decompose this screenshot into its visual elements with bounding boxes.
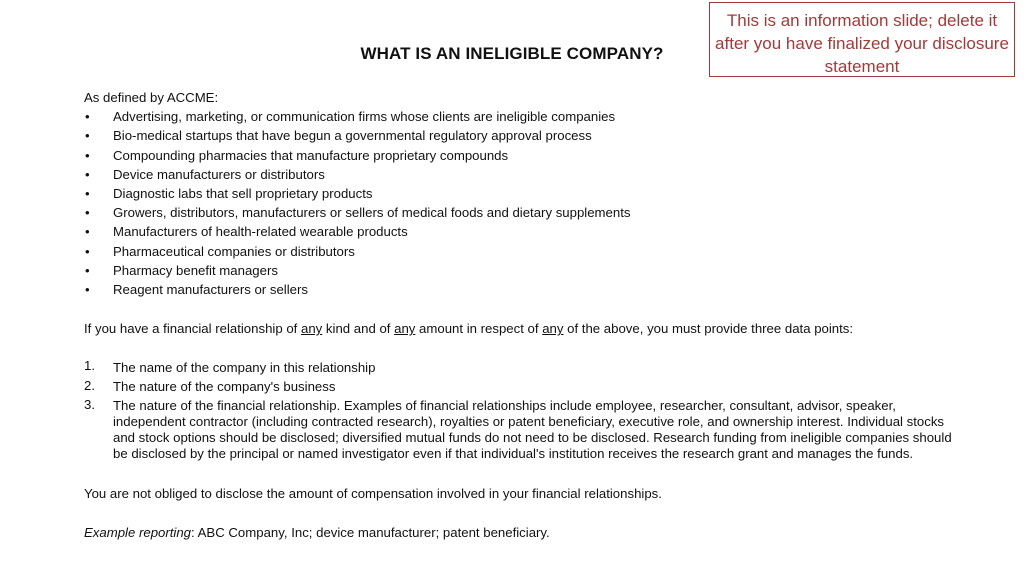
spacer xyxy=(84,464,954,484)
relationship-paragraph: If you have a financial relationship of any kind and of any amount in respect of any of the above, you must provide three data points: xyxy=(84,321,854,337)
step-number: 1. xyxy=(84,358,95,374)
ineligible-company-list xyxy=(84,107,954,299)
list-item: • Advertising, marketing, or communication firms whose clients are ineligible companies xyxy=(84,107,954,126)
list-item: • Manufacturers of health-related wearable products xyxy=(84,222,954,241)
emphasis-any: any xyxy=(394,321,416,337)
information-note-box xyxy=(709,2,1015,77)
bullet-marker: • xyxy=(85,205,90,221)
list-item: • Device manufacturers or distributors xyxy=(84,165,954,184)
bullet-marker: • xyxy=(85,147,90,163)
list-item: • Diagnostic labs that sell proprietary products xyxy=(84,184,954,203)
list-item: • Pharmacy benefit managers xyxy=(84,261,954,280)
example-text: : ABC Company, Inc; device manufacturer; patent beneficiary. xyxy=(191,525,550,541)
slide-body xyxy=(84,88,954,542)
list-item: • Compounding pharmacies that manufacture proprietary compounds xyxy=(84,146,954,165)
bullet-marker: • xyxy=(85,128,90,144)
spacer xyxy=(84,503,954,523)
spacer xyxy=(84,338,954,358)
spacer xyxy=(84,299,954,319)
bullet-marker: • xyxy=(85,224,90,240)
bullet-marker: • xyxy=(85,282,90,298)
bullet-marker: • xyxy=(85,262,90,278)
step-number: 2. xyxy=(84,377,95,393)
bullet-marker: • xyxy=(85,243,90,259)
list-item: 2. The nature of the company's business xyxy=(84,377,336,395)
list-item: 3. The nature of the financial relationship. Examples of financial relationships include employee, researcher, consultant, advisor, speaker, independent contractor (including contracted research), royalties or patent beneficiary, executive role, and ownership interest. Individual stocks and stock options should be disclosed; diversified mutual funds do not need to be disclosed. Research funding from ineligible companies should be disclosed by the principal or named investigator even if that individual's institution receives the research grant and manages the funds. xyxy=(84,396,952,462)
step-number: 3. xyxy=(84,396,95,412)
compensation-note: You are not obliged to disclose the amount of compensation involved in your financial relationships. xyxy=(84,486,662,501)
bullet-marker: • xyxy=(85,166,90,182)
example-label: Example reporting xyxy=(84,525,192,541)
list-item: • Reagent manufacturers or sellers xyxy=(84,280,954,299)
emphasis-any: any xyxy=(301,321,323,337)
list-item: 1. The name of the company in this relationship xyxy=(84,358,376,376)
emphasis-any: any xyxy=(542,321,564,337)
example-reporting xyxy=(84,523,954,542)
list-item: • Growers, distributors, manufacturers or sellers of medical foods and dietary supplements xyxy=(84,203,954,222)
list-item: • Pharmaceutical companies or distributors xyxy=(84,242,954,261)
data-points-list xyxy=(84,358,954,464)
bullet-marker: • xyxy=(85,109,90,125)
intro-text: As defined by ACCME: xyxy=(84,90,219,105)
information-note-text: This is an information slide; delete it after you have finalized your disclosure statement xyxy=(715,11,1009,76)
bullet-marker: • xyxy=(85,186,90,202)
slide-title: WHAT IS AN INELIGIBLE COMPANY? xyxy=(360,44,664,63)
list-item: • Bio-medical startups that have begun a governmental regulatory approval process xyxy=(84,126,954,145)
